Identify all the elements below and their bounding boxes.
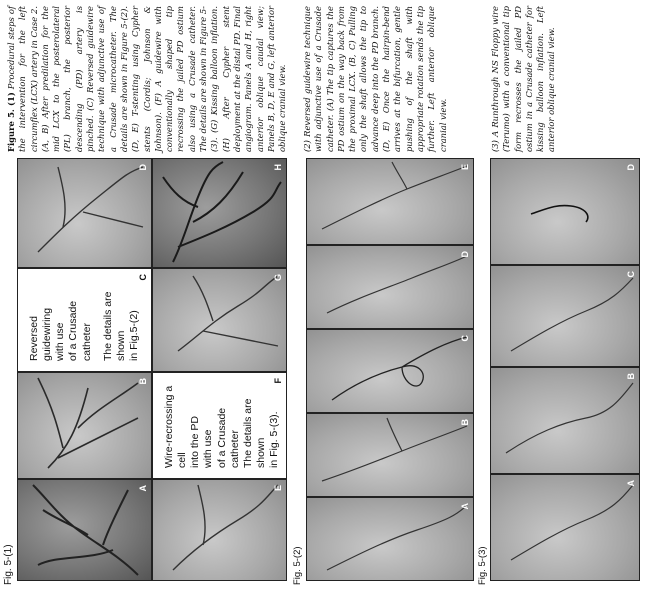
panel-3a-angiogram	[490, 474, 640, 581]
box-c-line: with use	[54, 322, 67, 361]
panel-3d-angiogram	[490, 158, 640, 265]
panel-d-angiogram	[17, 158, 152, 268]
guidewire-icon	[307, 498, 473, 580]
box-f-line: with use	[202, 429, 215, 468]
panel-letter: C	[138, 274, 148, 281]
panel-letter: C	[626, 271, 636, 278]
panel-letter: A	[460, 503, 470, 510]
panel-b-angiogram	[17, 372, 152, 479]
panel-letter: D	[460, 251, 470, 258]
panel-letter: B	[138, 378, 148, 385]
panel-f-text-box	[152, 372, 287, 479]
box-c-line: Reversed guidewiring	[28, 307, 54, 361]
guidewire-icon	[307, 330, 473, 412]
box-f-line: of a Crusade catheter	[215, 407, 241, 468]
panel-letter: D	[138, 164, 148, 171]
fig-label-2: Fig. 5-(2)	[292, 546, 303, 585]
caption-text: (2) Reversed guidewire technique with adjunctive use of a Crusade catheter. (A) The tip captures the PD ostium on the way back from the proximal LCX. (B, C) Pulling only the shaft allows the tip to advance deep into the PD branch. (D, E) Once the hairpin-bend arrives at the bifurcation, gentle pushing of the shaft with appropriate rotation sends the tip further. Left anterior oblique cranial view.	[302, 6, 448, 152]
fig-label-3: Fig. 5-(3)	[477, 546, 488, 585]
panel-letter: H	[273, 164, 283, 171]
vessel-tree-icon	[153, 480, 286, 580]
box-c-line: in Fig.5-(2)	[127, 310, 140, 361]
panel-letter: A	[138, 485, 148, 492]
panel-letter: C	[460, 335, 470, 342]
caption-figure-5-3	[490, 6, 558, 152]
vessel-tree-icon	[153, 159, 286, 267]
caption-text: Procedural steps of the intervention for the left circumflex (LCX) artery in Case 2. (A, B) After predilation for the mid LCX to the posterolateral (PL) branch, the posterior descending (PD) artery is pinched. (C) Reversed guidewire technique with adjunctive use of a Crusade microcatheter. The details are shown in Figure 5-(2). (D, E) T-stenting using Cypher stents (Cordis; Johnson & Johnson). (F) A guidewire with conventionally shaped tip recrossing the jailed PD ostium also using a Crusade catheter. The details are shown in Figure 5-(3). (G) Kissing balloon inflation. (H) After Cypher stent deployment at the distal PD. Final angiogram. Panels A and H, right anterior oblique caudal view; Panels B, D, E and G, left anterior oblique cranial view.	[6, 6, 288, 152]
box-f-line: into the PD	[189, 416, 202, 468]
caption-text: (3) A Runthrough NS Floppy wire (Terumo) with a conventional tip form recrosses the jailed PD ostium in a Crusade catheter for kissing balloon inflation. Left anterior oblique cranial view.	[490, 6, 557, 152]
panel-a-angiogram	[17, 479, 152, 581]
caption-lead: Figure 5. (1)	[6, 92, 16, 152]
vessel-tree-icon	[18, 159, 151, 267]
box-c-line: of a Crusade catheter	[67, 300, 93, 361]
panel-g-angiogram	[152, 268, 287, 372]
guidewire-icon	[491, 475, 639, 580]
panel-f-description	[163, 383, 281, 468]
caption-figure-5-1	[6, 6, 288, 152]
panel-letter: B	[626, 373, 636, 380]
box-f-line: Wire-recrossing a cell	[163, 385, 189, 468]
panel-2b-angiogram	[306, 413, 474, 497]
panel-letter: G	[273, 274, 283, 282]
guidewire-icon	[491, 368, 639, 473]
box-f-line: in Fig. 5-(3).	[268, 411, 280, 468]
panel-3c-angiogram	[490, 265, 640, 367]
guidewire-icon	[307, 246, 473, 328]
panel-2e-angiogram	[306, 158, 474, 245]
panel-e-angiogram	[152, 479, 287, 581]
panel-letter: F	[273, 378, 283, 384]
fig-label-1: Fig. 5-(1)	[3, 544, 14, 585]
guidewire-icon	[307, 414, 473, 496]
panel-letter: B	[460, 419, 470, 426]
guidewire-icon	[307, 159, 473, 244]
panel-c-description	[28, 279, 141, 361]
vessel-tree-icon	[18, 480, 151, 580]
caption-figure-5-2	[302, 6, 449, 152]
panel-3b-angiogram	[490, 367, 640, 474]
guidewire-icon	[491, 159, 639, 264]
panel-2d-angiogram	[306, 245, 474, 329]
panel-letter: E	[273, 485, 283, 492]
vessel-tree-icon	[153, 269, 286, 371]
box-c-line: The details are shown	[101, 291, 127, 361]
panel-letter: A	[626, 480, 636, 487]
panel-letter: D	[626, 164, 636, 171]
vessel-tree-icon	[18, 373, 151, 478]
panel-2a-angiogram	[306, 497, 474, 581]
box-f-line: The details are shown	[241, 398, 267, 468]
panel-h-angiogram	[152, 158, 287, 268]
panel-c-text-box	[17, 268, 152, 372]
panel-2c-angiogram	[306, 329, 474, 413]
panel-letter: E	[460, 164, 470, 171]
guidewire-icon	[491, 266, 639, 366]
